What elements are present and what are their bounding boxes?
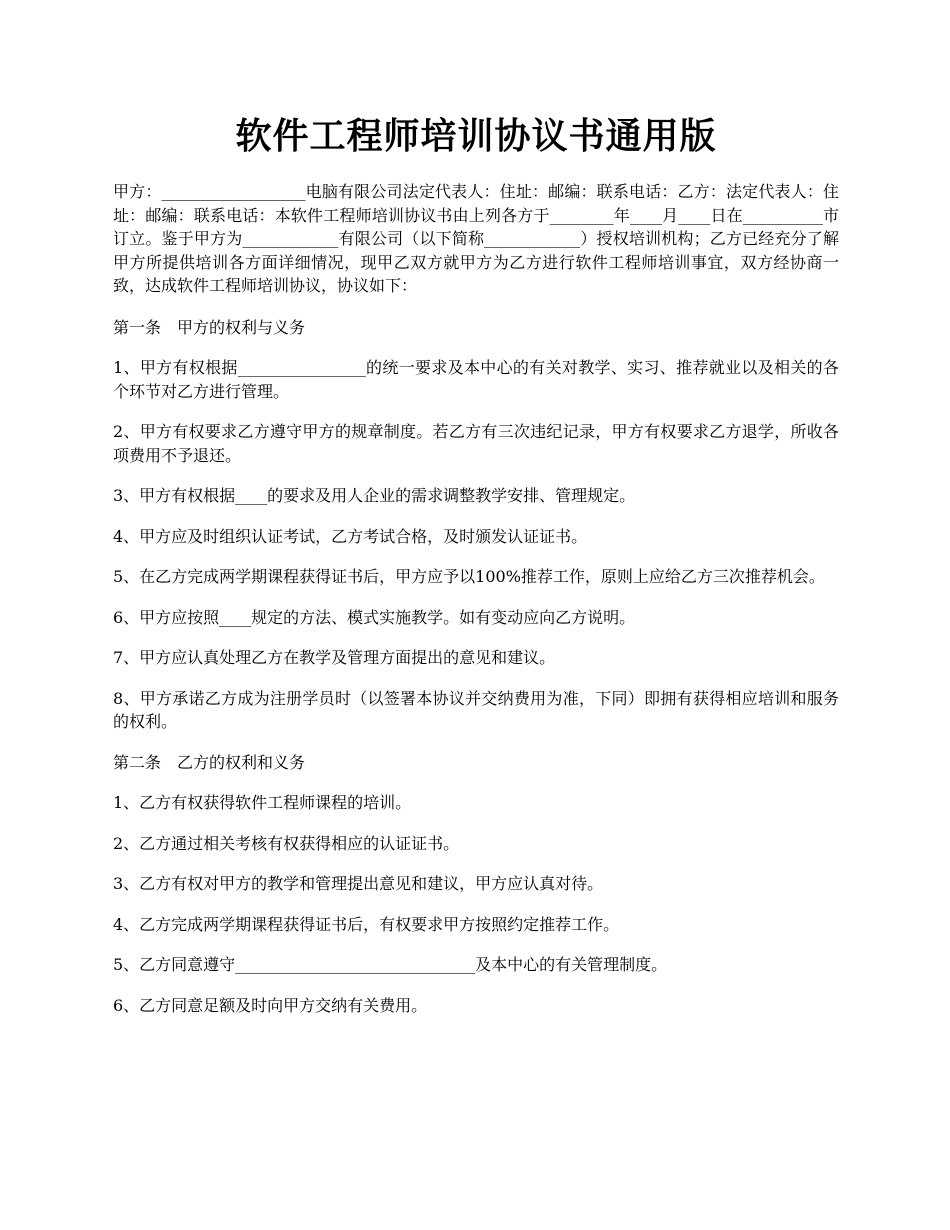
document-title: 软件工程师培训协议书通用版 — [235, 115, 717, 157]
section-1-item-8: 8、甲方承诺乙方成为注册学员时（以签署本协议并交纳费用为准，下同）即拥有获得相应培训和服务的权利。 — [113, 688, 839, 731]
section-1-item-2: 2、甲方有权要求乙方遵守甲方的规章制度。若乙方有三次违纪记录，甲方有权要求乙方退学，所收各项费用不予退还。 — [113, 422, 839, 465]
section-2-item-3: 3、乙方有权对甲方的教学和管理提出意见和建议，甲方应认真对待。 — [113, 874, 604, 893]
section-2-item-5: 5、乙方同意遵守______________________________及本中心的有关管理制度。 — [113, 955, 668, 974]
section-1-item-1: 1、甲方有权根据________________的统一要求及本中心的有关对教学、实习、推荐就业以及相关的各个环节对乙方进行管理。 — [113, 358, 839, 401]
section-2-item-2: 2、乙方通过相关考核有权获得相应的认证证书。 — [113, 833, 460, 853]
section-1-item-7: 7、甲方应认真处理乙方在教学及管理方面提出的意见和建议。 — [113, 648, 556, 667]
section-1-item-3: 3、甲方有权根据____的要求及用人企业的需求调整教学安排、管理规定。 — [113, 486, 636, 505]
section-1-item-4: 4、甲方应及时组织认证考试，乙方考试合格，及时颁发认证证书。 — [113, 526, 588, 546]
section-1-heading: 第一条 甲方的权利与义务 — [113, 317, 306, 337]
section-2-heading: 第二条 乙方的权利和义务 — [113, 752, 306, 772]
intro-paragraph: 甲方：__________________电脑有限公司法定代表人：住址：邮编：联系电话：乙方：法定代表人：住址：邮编：联系电话：本软件工程师培训协议书由上列各方于________年____月____日在__________市订立。鉴于甲方为____________有限公司（以下简称____________）授权培训机构；乙方已经充分了解甲方所提供培训各方面详细情况，现甲乙双方就甲方为乙方进行软件工程师培训事宜，双方经协商一致，达成软件工程师培训协议，协议如下： — [113, 182, 839, 295]
section-1-item-5: 5、在乙方完成两学期课程获得证书后，甲方应予以100%推荐工作，原则上应给乙方三次推荐机会。 — [113, 567, 825, 586]
section-1-item-6: 6、甲方应按照____规定的方法、模式实施教学。如有变动应向乙方说明。 — [113, 607, 636, 627]
section-2-item-1: 1、乙方有权获得软件工程师课程的培训。 — [113, 793, 412, 812]
section-2-item-4: 4、乙方完成两学期课程获得证书后，有权要求甲方按照约定推荐工作。 — [113, 914, 620, 934]
document-page — [113, 112, 839, 1034]
section-2-item-6: 6、乙方同意足额及时向甲方交纳有关费用。 — [113, 995, 428, 1015]
